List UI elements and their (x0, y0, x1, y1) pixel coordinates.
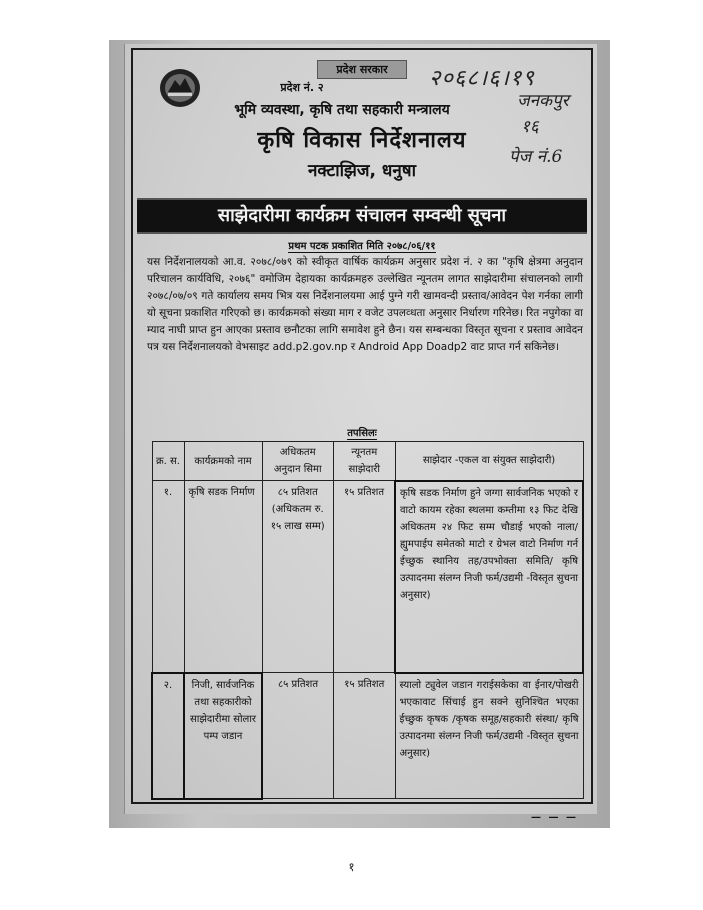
handwritten-note-place: जनकपुर (517, 91, 569, 111)
handwritten-note-number: १६ (521, 117, 539, 137)
notice-body: यस निर्देशनालयको आ.व. २०७८/०७९ को स्वीकृत वार्षिक कार्यक्रम अनुसार प्रदेश नं. २ का "कृषि क्षेत्रमा अनुदान परिचालन कार्यविधि, २०७६" वमोजिम देहायका कार्यक्रमहरु उल्लेखित न्यूनतम लागत साझेदारीमा संचालनको लागी २०७८/०७/०९ गते कार्यालय समय भित्र यस निर्देशनालयमा आई पुग्ने गरी खामवन्दी प्रस्ताव/आवेदन पेश गर्नका लागी यो सूचना प्रकाशित गरिएको छ। कार्यक्रमको संख्या माग र वजेट उपलव्धता अनुसार निर्धारण गरिनेछ। रित नपुगेका वा म्याद नाघी प्राप्त हुन आएका प्रस्ताव छनौटका लागि समावेश हुने छैन। यस सम्बन्धका विस्तृत सूचना र प्रस्ताव आवेदन पत्र यस निर्देशनालयको वेभसाइट add.p2.gov.np र Android App Doadp2 वाट प्राप्त गर्न सकिनेछ। (147, 256, 583, 353)
col-header-sn: क्र. स. (152, 442, 184, 481)
col-header-min-share: न्यूनतम साझेदारी (334, 442, 396, 481)
notice-frame (131, 48, 593, 823)
cell-max-grant: ८५ प्रतिशत (262, 673, 334, 799)
directorate-name: कृषि विकास निर्देशनालय (257, 128, 467, 153)
province-label: प्रदेश नं. २ (280, 81, 324, 94)
cell-sn: २. (152, 673, 184, 799)
handwritten-register-number: २०६८।६।१९ (429, 66, 535, 91)
handwritten-note-page: पेज नं.6 (509, 147, 563, 167)
details-label: तपसिलः (347, 428, 377, 439)
cell-partner: कृषि सडक निर्माण हुने जग्गा सार्वजनिक भएको र वाटो कायम रहेका स्थलमा कम्तीमा १३ फिट देखि अधिकतम २४ फिट सम्म चौडाई भएको नाला/ह्युमपाईप समेतको माटो र ग्रेभल वाटो निर्माण गर्न ईच्छुक स्थानिय तह/उपभोक्ता समिति/ कृषि उत्पादनमा संलग्न निजी फर्म/उद्यमी -विस्तृत सुचना अनुसार) (395, 481, 583, 673)
cell-min-share: १५ प्रतिशत (334, 673, 396, 799)
table-row (152, 673, 583, 799)
cell-min-share: १५ प्रतिशत (334, 481, 396, 673)
government-label: प्रदेश सरकार (133, 60, 591, 79)
cell-sn: १. (152, 481, 184, 673)
closing-rule: — — — (531, 812, 578, 823)
col-header-partner: साझेदार -एकल वा संयुक्त साझेदारी) (395, 442, 583, 481)
cell-partner: स्यालो ट्युवेल जडान गराईसकेका वा ईनार/पोखरी भएकावाट सिंचाई हुन सक्ने सुनिश्चित भएका ईच्छुक कृषक /कृषक समूह/सहकारी संस्था/ कृषि उत्पादनमा संलग्न निजी फर्म/उद्यमी -विस्तृत सुचना अनुसार) (395, 673, 583, 799)
office-location: नक्टाझिज, धनुषा (307, 161, 417, 181)
cell-program-name: कृषि सडक निर्माण (184, 481, 262, 673)
col-header-max-grant: अधिकतम अनुदान सिमा (262, 442, 334, 481)
page-number: १ (348, 860, 355, 874)
ministry-name: भूमि व्यवस्था, कृषि तथा सहकारी मन्त्रालय (234, 102, 450, 118)
table-header-row (152, 442, 583, 481)
published-date: प्रथम पटक प्रकाशित मिति २०७८/०६/११ (288, 241, 436, 252)
notice-title-banner: साझेदारीमा कार्यक्रम संचालन सम्वन्धी सूचना (137, 198, 587, 234)
scanned-clipping (109, 40, 610, 828)
cell-program-name: निजी, सार्वजनिक तथा सहकारीको साझेदारीमा सोलार पम्प जडान (184, 673, 262, 799)
newspaper-notice (124, 44, 597, 823)
col-header-program: कार्यक्रमको नाम (184, 442, 262, 481)
cell-max-grant: ८५ प्रतिशत (अधिकतम रु. १५ लाख सम्म) (262, 481, 334, 673)
program-table (151, 441, 584, 800)
table-row (152, 481, 583, 673)
